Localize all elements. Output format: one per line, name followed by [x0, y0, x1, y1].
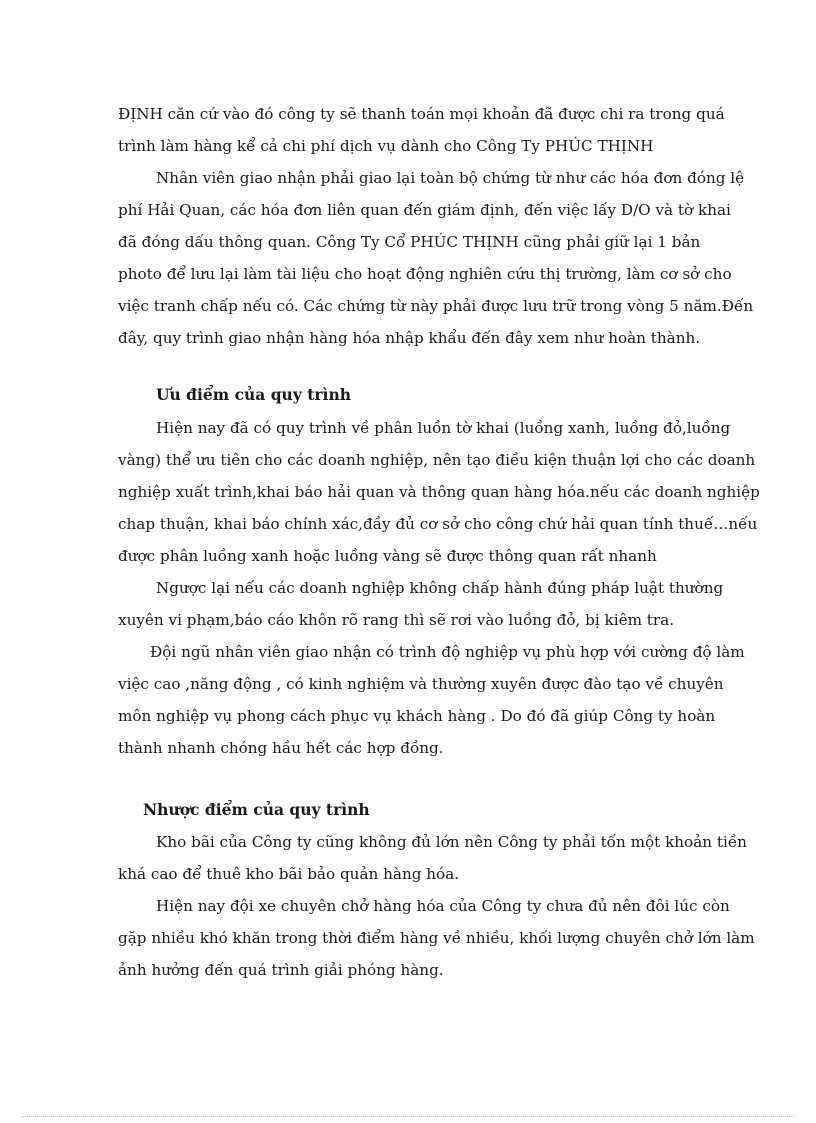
paragraph-line: ảnh hưởng đến quá trình giải phóng hàng.: [118, 961, 444, 979]
paragraph-line: vàng) thể ưu tiên cho các doanh nghiệp, nên tạo điều kiện thuận lợi cho các doanh: [118, 451, 756, 469]
paragraph-line: việc tranh chấp nếu có. Các chứng từ này phải được lưu trữ trong vòng 5 năm.Đến: [118, 297, 754, 315]
paragraph-line: Kho bãi của Công ty cũng không đủ lớn nên Công ty phải tốn một khoản tiền: [156, 833, 747, 851]
paragraph-line: được phân luồng xanh hoặc luồng vàng sẽ được thông quan rất nhanh: [118, 547, 657, 565]
paragraph-line: xuyên vi phạm,báo cáo khôn rõ rang thì sẽ rơi vào luồng đỏ, bị kiêm tra.: [118, 611, 675, 629]
paragraph-line: ĐỊNH căn cứ vào đó công ty sẽ thanh toán mọi khoản đã được chi ra trong quá: [118, 105, 725, 123]
paragraph-line: thành nhanh chóng hầu hết các hợp đồng.: [118, 739, 444, 757]
paragraph-line: Hiện nay đã có quy trình về phân luồn tờ khai (luồng xanh, luồng đỏ,luồng: [156, 419, 731, 437]
paragraph-line: Hiện nay đội xe chuyên chở hàng hóa của Công ty chưa đủ nên đôi lúc còn: [156, 897, 730, 915]
section-heading-advantages: Ưu điểm của quy trình: [156, 385, 351, 404]
paragraph-line: Đội ngũ nhân viên giao nhận có trình độ nghiệp vụ phù hợp với cường độ làm: [150, 643, 745, 661]
paragraph-line: khá cao để thuê kho bãi bảo quản hàng hóa.: [118, 865, 460, 883]
section-heading-disadvantages: Nhược điểm của quy trình: [143, 800, 370, 819]
paragraph-line: phí Hải Quan, các hóa đơn liên quan đến giám định, đến việc lấy D/O và tờ khai: [118, 201, 731, 219]
paragraph-line: Nhân viên giao nhận phải giao lại toàn bộ chứng từ như các hóa đơn đóng lệ: [156, 169, 745, 187]
page-bottom-divider: [22, 1116, 794, 1117]
paragraph-line: đây, quy trình giao nhận hàng hóa nhập khẩu đến đây xem như hoàn thành.: [118, 329, 701, 347]
paragraph-line: chap thuận, khai báo chính xác,đầy đủ cơ sở cho công chứ hải quan tính thuế…nếu: [118, 515, 758, 533]
paragraph-line: photo để lưu lại làm tài liệu cho hoạt động nghiên cứu thị trường, làm cơ sở cho: [118, 265, 732, 283]
paragraph-line: Ngược lại nếu các doanh nghiệp không chấp hành đúng pháp luật thường: [156, 579, 724, 597]
paragraph-line: gặp nhiều khó khăn trong thời điểm hàng về nhiều, khối lượng chuyên chở lớn làm: [118, 929, 755, 947]
paragraph-line: môn nghiệp vụ phong cách phục vụ khách hàng . Do đó đã giúp Công ty hoàn: [118, 707, 716, 725]
paragraph-line: trình làm hàng kể cả chi phí dịch vụ dành cho Công Ty PHÚC THỊNH: [118, 137, 654, 155]
paragraph-line: nghiệp xuất trình,khai báo hải quan và thông quan hàng hóa.nếu các doanh nghiệp: [118, 483, 760, 501]
paragraph-line: đã đóng dấu thông quan. Công Ty Cổ PHÚC THỊNH cũng phải giữ lại 1 bản: [118, 233, 701, 251]
paragraph-line: việc cao ,năng động , có kinh nghiệm và thường xuyên được đào tạo về chuyên: [118, 675, 724, 693]
